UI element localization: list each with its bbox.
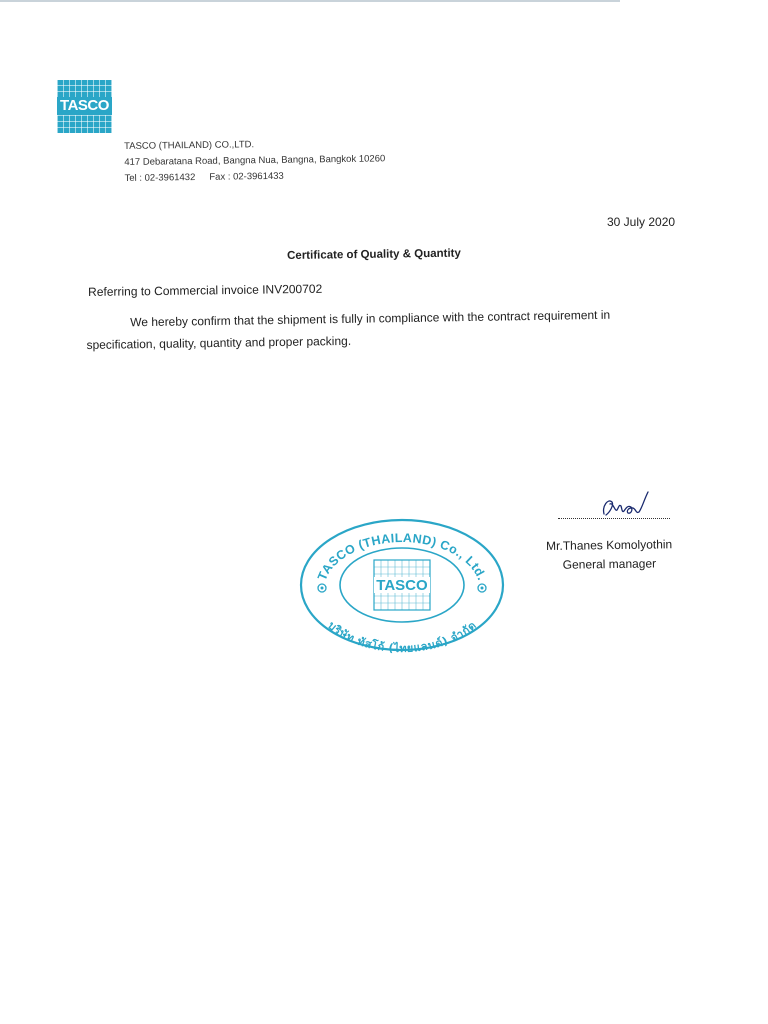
tasco-logo <box>57 80 112 133</box>
stamp-bottom-text: บริษัท ทัสโก้ (ไทยแลนด์) จำกัด <box>325 618 479 654</box>
signature-line <box>558 518 670 519</box>
company-tel: Tel : 02-3961432 <box>124 172 196 184</box>
document-title: Certificate of Quality & Quantity <box>287 247 461 262</box>
stamp-top-text: TASCO (THAILAND) Co., Ltd. <box>314 530 490 583</box>
company-address: 417 Debaratana Road, Bangna Nua, Bangna, Bangkok 10260 <box>124 153 386 168</box>
stamp-logo <box>374 560 430 610</box>
handwritten-signature <box>598 488 658 522</box>
stamp-logo-text: TASCO <box>376 577 428 594</box>
body-paragraph <box>86 304 611 356</box>
body-line-2: specification, quality, quantity and proper packing. <box>86 333 352 352</box>
company-fax: Fax : 02-3961433 <box>209 170 284 183</box>
signer-block <box>546 535 673 575</box>
company-contact <box>124 167 385 187</box>
letter-date: 30 July 2020 <box>607 215 676 229</box>
logo-text: TASCO <box>57 97 112 115</box>
body-line-1: We hereby confirm that the shipment is fully in compliance with the contract requirement in <box>130 307 611 330</box>
invoice-reference: Referring to Commercial invoice INV200702 <box>88 281 323 299</box>
company-name: TASCO (THAILAND) CO.,LTD. <box>124 139 255 152</box>
signer-title: General manager <box>562 556 657 572</box>
company-stamp <box>298 516 506 654</box>
top-rule <box>0 0 620 2</box>
company-letterhead <box>124 135 386 187</box>
signer-name: Mr.Thanes Komolyothin <box>546 537 673 553</box>
